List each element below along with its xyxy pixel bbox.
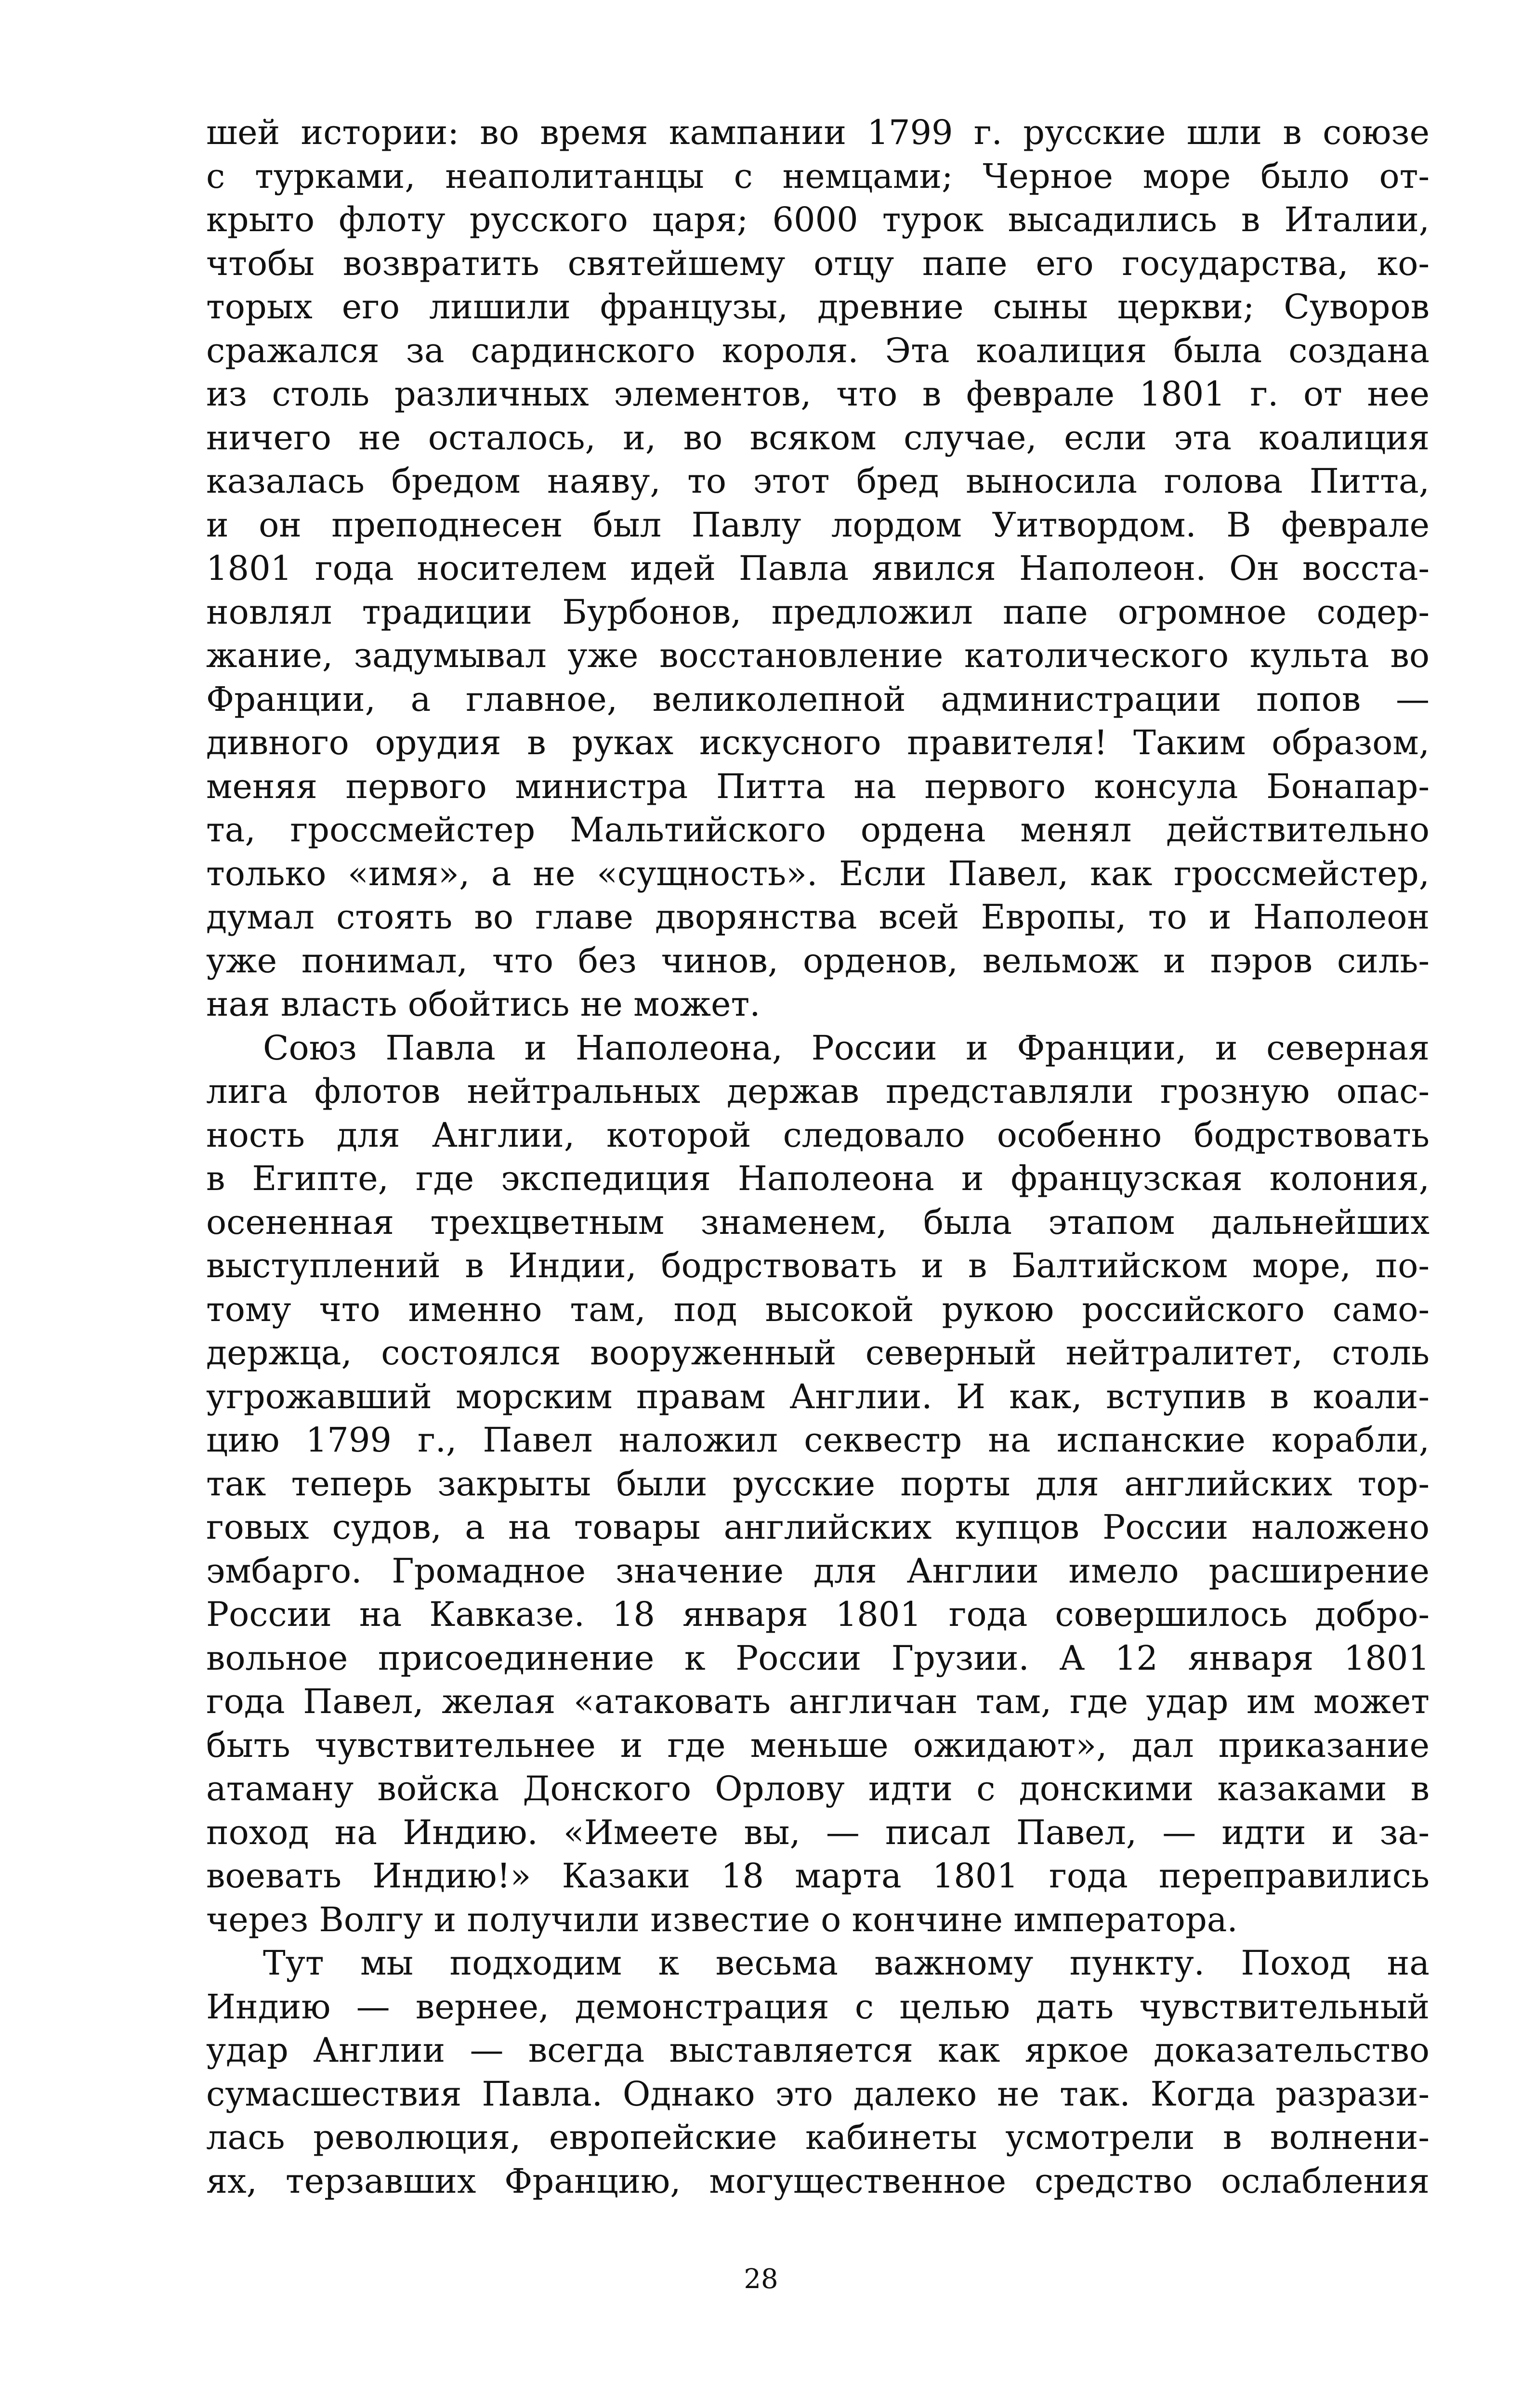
text-line: и он преподнесен был Павлу лордом Уитвордом. В феврале: [206, 505, 1430, 545]
text-line: ность для Англии, которой следовало особенно бодрствовать: [206, 1115, 1430, 1155]
text-line: вольное присоединение к России Грузии. А 12 января 1801: [206, 1638, 1430, 1678]
text-line: года Павел, желая «атаковать англичан там, где удар им может: [206, 1682, 1430, 1721]
text-line: дивного орудия в руках искусного правителя! Таким образом,: [206, 723, 1430, 762]
text-line: угрожавший морским правам Англии. И как, вступив в коали-: [206, 1376, 1430, 1416]
text-line: казалась бредом наяву, то этот бред выносила голова Питта,: [206, 461, 1430, 501]
text-line: жание, задумывал уже восстановление католического культа во: [206, 636, 1430, 675]
text-line: осененная трехцветным знаменем, была этапом дальнейших: [206, 1202, 1430, 1242]
text-line: с турками, неаполитанцы с немцами; Черное море было от-: [206, 156, 1430, 196]
text-line: ная власть обойтись не может.: [206, 984, 761, 1024]
text-line: через Волгу и получили известие о кончине императора.: [206, 1899, 1238, 1939]
text-line: атаману войска Донского Орлову идти с донскими казаками в: [206, 1769, 1430, 1808]
text-line: только «имя», а не «сущность». Если Павел, как гроссмейстер,: [206, 853, 1430, 893]
text-line: держца, состоялся вооруженный северный нейтралитет, столь: [206, 1333, 1430, 1373]
text-line: ях, терзавших Францию, могущественное средство ослабления: [206, 2161, 1430, 2201]
text-line: лига флотов нейтральных держав представляли грозную опас-: [206, 1072, 1430, 1111]
text-line: меняя первого министра Питта на первого консула Бонапар-: [206, 766, 1430, 806]
text-line: думал стоять во главе дворянства всей Европы, то и Наполеон: [206, 897, 1430, 937]
text-line: поход на Индию. «Имеете вы, — писал Павел, — идти и за-: [206, 1812, 1430, 1852]
text-line: Союз Павла и Наполеона, России и Франции, и северная: [263, 1028, 1430, 1068]
text-line: так теперь закрыты были русские порты для английских тор-: [206, 1464, 1430, 1504]
paragraph: [206, 1026, 1430, 1942]
text-line: говых судов, а на товары английских купцов России наложено: [206, 1507, 1430, 1547]
text-line: шей истории: во время кампании 1799 г. русские шли в союзе: [206, 113, 1430, 152]
page-number: 28: [744, 2264, 778, 2295]
body-text: [206, 111, 1430, 2203]
text-line: эмбарго. Громадное значение для Англии имело расширение: [206, 1551, 1430, 1591]
text-line: в Египте, где экспедиция Наполеона и французская колония,: [206, 1159, 1430, 1198]
text-line: торых его лишили французы, древние сыны церкви; Суворов: [206, 287, 1430, 327]
text-line: быть чувствительнее и где меньше ожидают», дал приказание: [206, 1725, 1430, 1765]
text-line: 1801 года носителем идей Павла явился Наполеон. Он восста-: [206, 549, 1430, 588]
text-line: выступлений в Индии, бодрствовать и в Балтийском море, по-: [206, 1246, 1430, 1285]
text-line: новлял традиции Бурбонов, предложил папе огромное содер-: [206, 592, 1430, 632]
text-line: цию 1799 г., Павел наложил секвестр на испанские корабли,: [206, 1420, 1430, 1460]
text-line: Франции, а главное, великолепной администрации попов —: [206, 679, 1430, 719]
paragraph: [206, 1941, 1430, 2203]
text-line: лась революция, европейские кабинеты усмотрели в волнени-: [206, 2118, 1430, 2157]
text-line: чтобы возвратить святейшему отцу папе его государства, ко-: [206, 243, 1430, 283]
text-line: из столь различных элементов, что в феврале 1801 г. от нее: [206, 374, 1430, 414]
text-line: Тут мы подходим к весьма важному пункту. Поход на: [263, 1943, 1430, 1983]
text-line: тому что именно там, под высокой рукою российского само-: [206, 1289, 1430, 1329]
text-line: сражался за сардинского короля. Эта коалиция была создана: [206, 330, 1430, 370]
text-line: воевать Индию!» Казаки 18 марта 1801 года переправились: [206, 1856, 1430, 1896]
text-line: та, гроссмейстер Мальтийского ордена менял действительно: [206, 810, 1430, 850]
text-line: ничего не осталось, и, во всяком случае, если эта коалиция: [206, 418, 1430, 458]
text-line: сумасшествия Павла. Однако это далеко не так. Когда разрази-: [206, 2074, 1430, 2114]
text-line: крыто флоту русского царя; 6000 турок высадились в Италии,: [206, 200, 1430, 239]
text-line: уже понимал, что без чинов, орденов, вельмож и пэров силь-: [206, 941, 1430, 981]
text-line: удар Англии — всегда выставляется как яркое доказательство: [206, 2030, 1430, 2070]
text-line: Индию — вернее, демонстрация с целью дать чувствительный: [206, 1987, 1430, 2027]
text-line: России на Кавказе. 18 января 1801 года совершилось добро-: [206, 1595, 1430, 1634]
paragraph: [206, 111, 1430, 1026]
